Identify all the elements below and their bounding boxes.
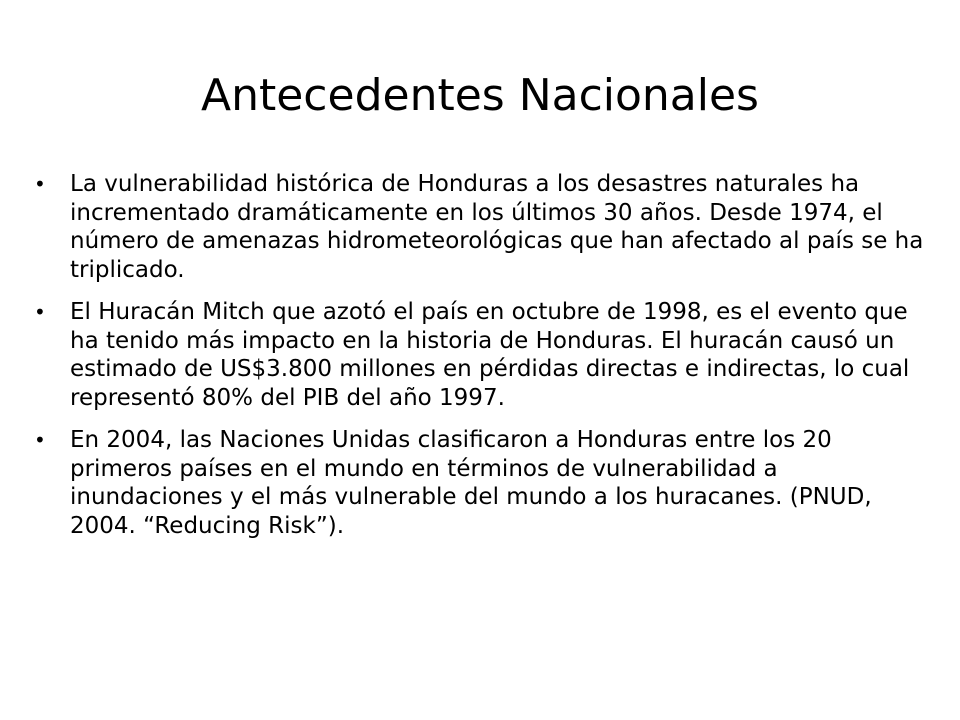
bullet-text: La vulnerabilidad histórica de Honduras a los desastres naturales ha incrementado dramáticamente en los últimos 30 años. Desde 1974, el número de amenazas hidrometeorológicas que han afectado al país se ha triplicado. <box>70 171 924 283</box>
bullet-text: En 2004, las Naciones Unidas clasificaron a Honduras entre los 20 primeros países en el mundo en términos de vulnerabilidad a inundaciones y el más vulnerable del mundo a los huracanes. (PNUD, 2004. “Reducing Risk”). <box>70 427 872 539</box>
bullet-text: El Huracán Mitch que azotó el país en octubre de 1998, es el evento que ha tenido más impacto en la historia de Honduras. El huracán causó un estimado de US$3.800 millones en pérdidas directas e indirectas, lo cual representó 80% del PIB del año 1997. <box>70 299 910 411</box>
bullet-icon: • <box>34 300 46 324</box>
slide-title: Antecedentes Nacionales <box>201 70 759 121</box>
bullet-item <box>34 170 926 284</box>
bullet-icon: • <box>34 172 46 196</box>
bullet-item <box>34 426 926 540</box>
bullet-item <box>34 298 926 412</box>
bullet-icon: • <box>34 428 46 452</box>
bullet-list <box>34 170 926 554</box>
